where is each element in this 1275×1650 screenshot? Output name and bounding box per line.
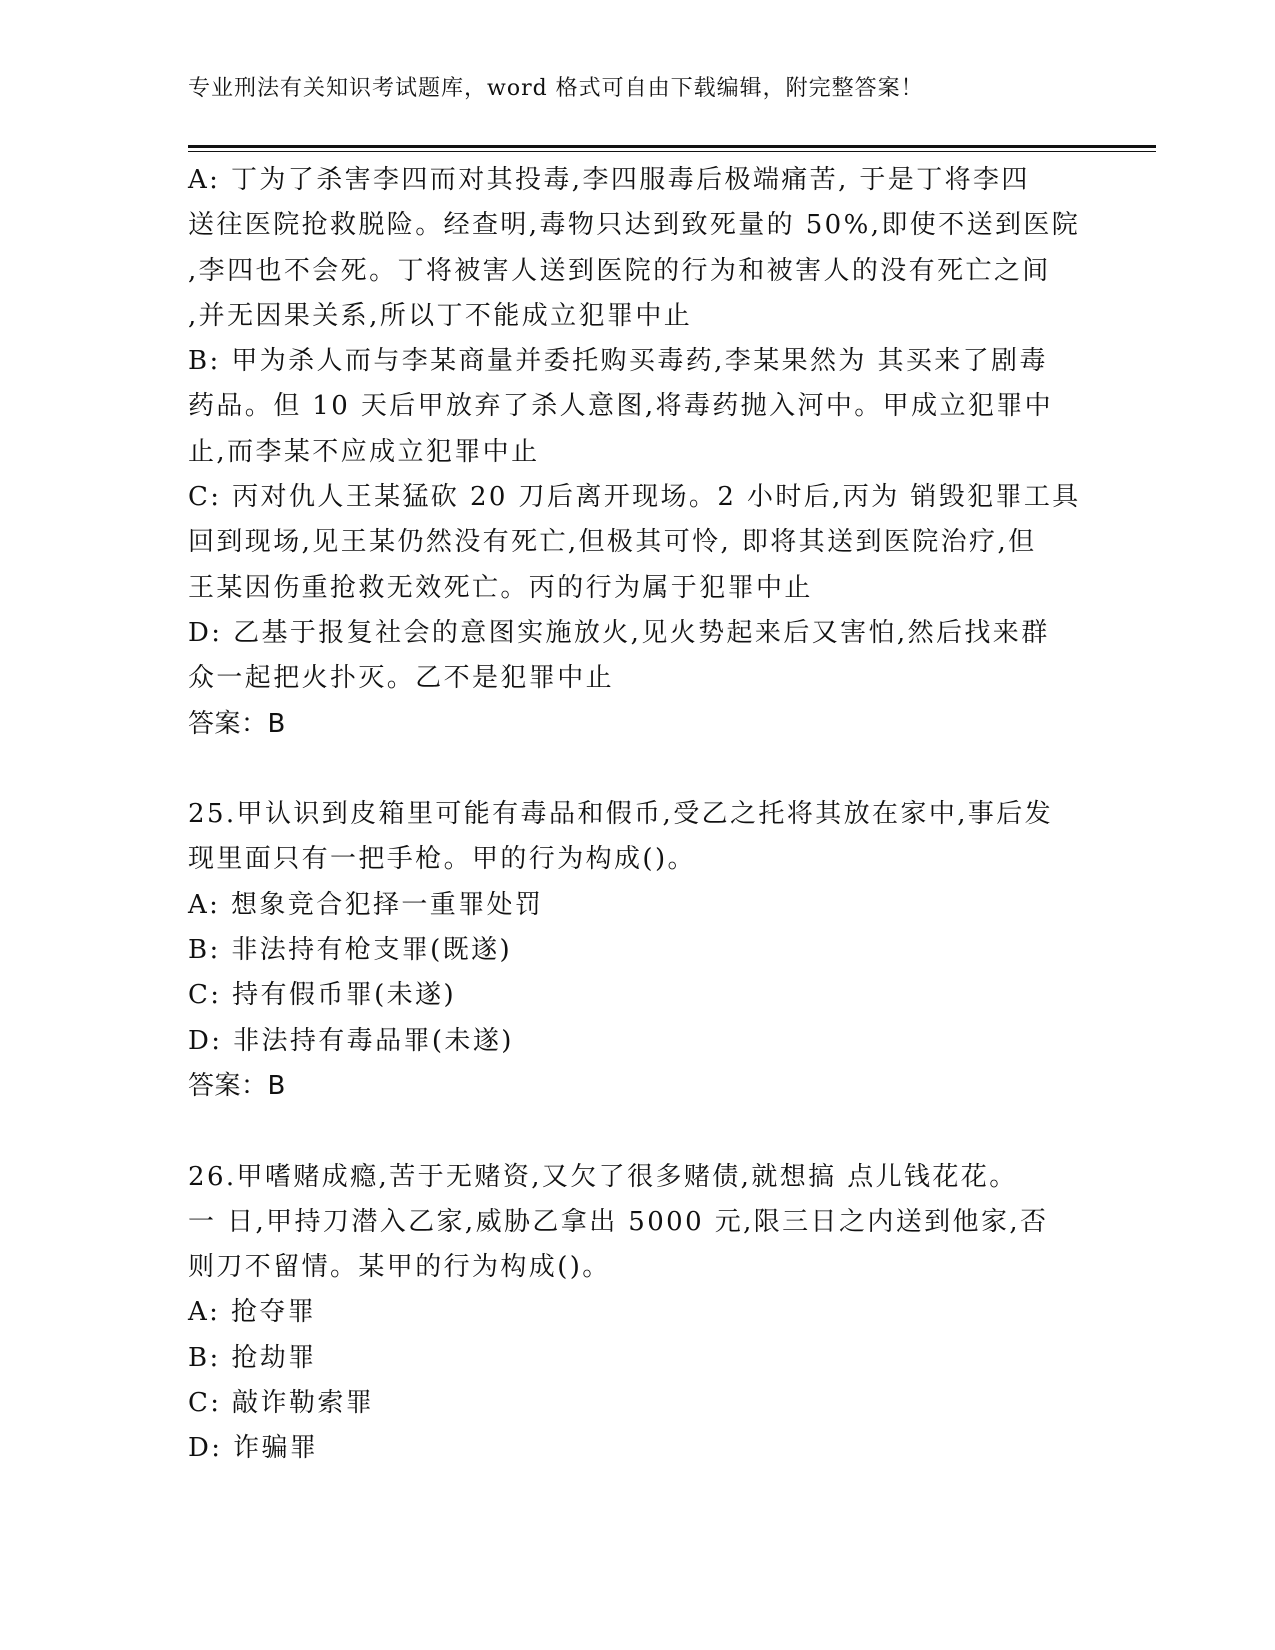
option-line: A: 想象竞合犯择一重罪处罚 bbox=[188, 889, 544, 920]
question-line: 则刀不留情。某甲的行为构成()。 bbox=[188, 1252, 611, 1283]
question-line: 25.甲认识到皮箱里可能有毒品和假币,受乙之托将其放在家中,事后发 bbox=[188, 799, 1054, 830]
question-line: 王某因伤重抢救无效死亡。丙的行为属于犯罪中止 bbox=[188, 572, 813, 603]
question-line: 送往医院抢救脱险。经查明,毒物只达到致死量的 50%,即使不送到医院 bbox=[188, 210, 1081, 241]
question-content bbox=[188, 158, 1088, 1472]
option-line: C: 持有假币罪(未遂) bbox=[188, 980, 457, 1011]
question-line: 现里面只有一把手枪。甲的行为构成()。 bbox=[188, 844, 696, 875]
header-rule-thick bbox=[188, 145, 1156, 148]
question-line: 一 日,甲持刀潜入乙家,威胁乙拿出 5000 元,限三日之内送到他家,否 bbox=[188, 1206, 1049, 1237]
question-line: 药品。但 10 天后甲放弃了杀人意图,将毒药抛入河中。甲成立犯罪中 bbox=[188, 391, 1054, 422]
answer-line: 答案：B bbox=[188, 708, 286, 739]
option-line: D: 非法持有毒品罪(未遂) bbox=[188, 1025, 514, 1056]
question-line: A: 丁为了杀害李四而对其投毒,李四服毒后极端痛苦, 于是丁将李四 bbox=[188, 165, 1030, 195]
option-line: A: 抢夺罪 bbox=[188, 1297, 317, 1328]
option-line: B: 抢劫罪 bbox=[188, 1342, 317, 1373]
option-line: B: 非法持有枪支罪(既遂) bbox=[188, 935, 513, 966]
question-block bbox=[188, 1155, 1088, 1472]
question-block bbox=[188, 792, 1088, 1109]
question-block bbox=[188, 158, 1088, 747]
header-rule-thin bbox=[188, 151, 1156, 152]
question-line: 止,而李某不应成立犯罪中止 bbox=[188, 436, 540, 467]
block-spacer bbox=[188, 1109, 1088, 1154]
question-line: ,并无因果关系,所以丁不能成立犯罪中止 bbox=[188, 300, 693, 331]
option-line: D: 诈骗罪 bbox=[188, 1433, 319, 1464]
block-spacer bbox=[188, 747, 1088, 792]
question-line: 众一起把火扑灭。乙不是犯罪中止 bbox=[188, 663, 615, 694]
answer-line: 答案：B bbox=[188, 1070, 286, 1101]
question-line: D: 乙基于报复社会的意图实施放火,见火势起来后又害怕,然后找来群 bbox=[188, 617, 1050, 648]
question-line: B: 甲为杀人而与李某商量并委托购买毒药,李某果然为 其买来了剧毒 bbox=[188, 346, 1048, 377]
question-line: 26.甲嗜赌成瘾,苦于无赌资,又欠了很多赌债,就想搞 点儿钱花花。 bbox=[188, 1161, 1018, 1192]
option-line: C: 敲诈勒索罪 bbox=[188, 1388, 375, 1419]
question-line: 回到现场,见王某仍然没有死亡,但极其可怜, 即将其送到医院治疗,但 bbox=[188, 527, 1037, 558]
question-line: ,李四也不会死。丁将被害人送到医院的行为和被害人的没有死亡之间 bbox=[188, 255, 1051, 286]
question-line: C: 丙对仇人王某猛砍 20 刀后离开现场。2 小时后,丙为 销毁犯罪工具 bbox=[188, 482, 1081, 513]
page-header: 专业刑法有关知识考试题库，word 格式可自由下载编辑，附完整答案！ bbox=[188, 76, 924, 101]
